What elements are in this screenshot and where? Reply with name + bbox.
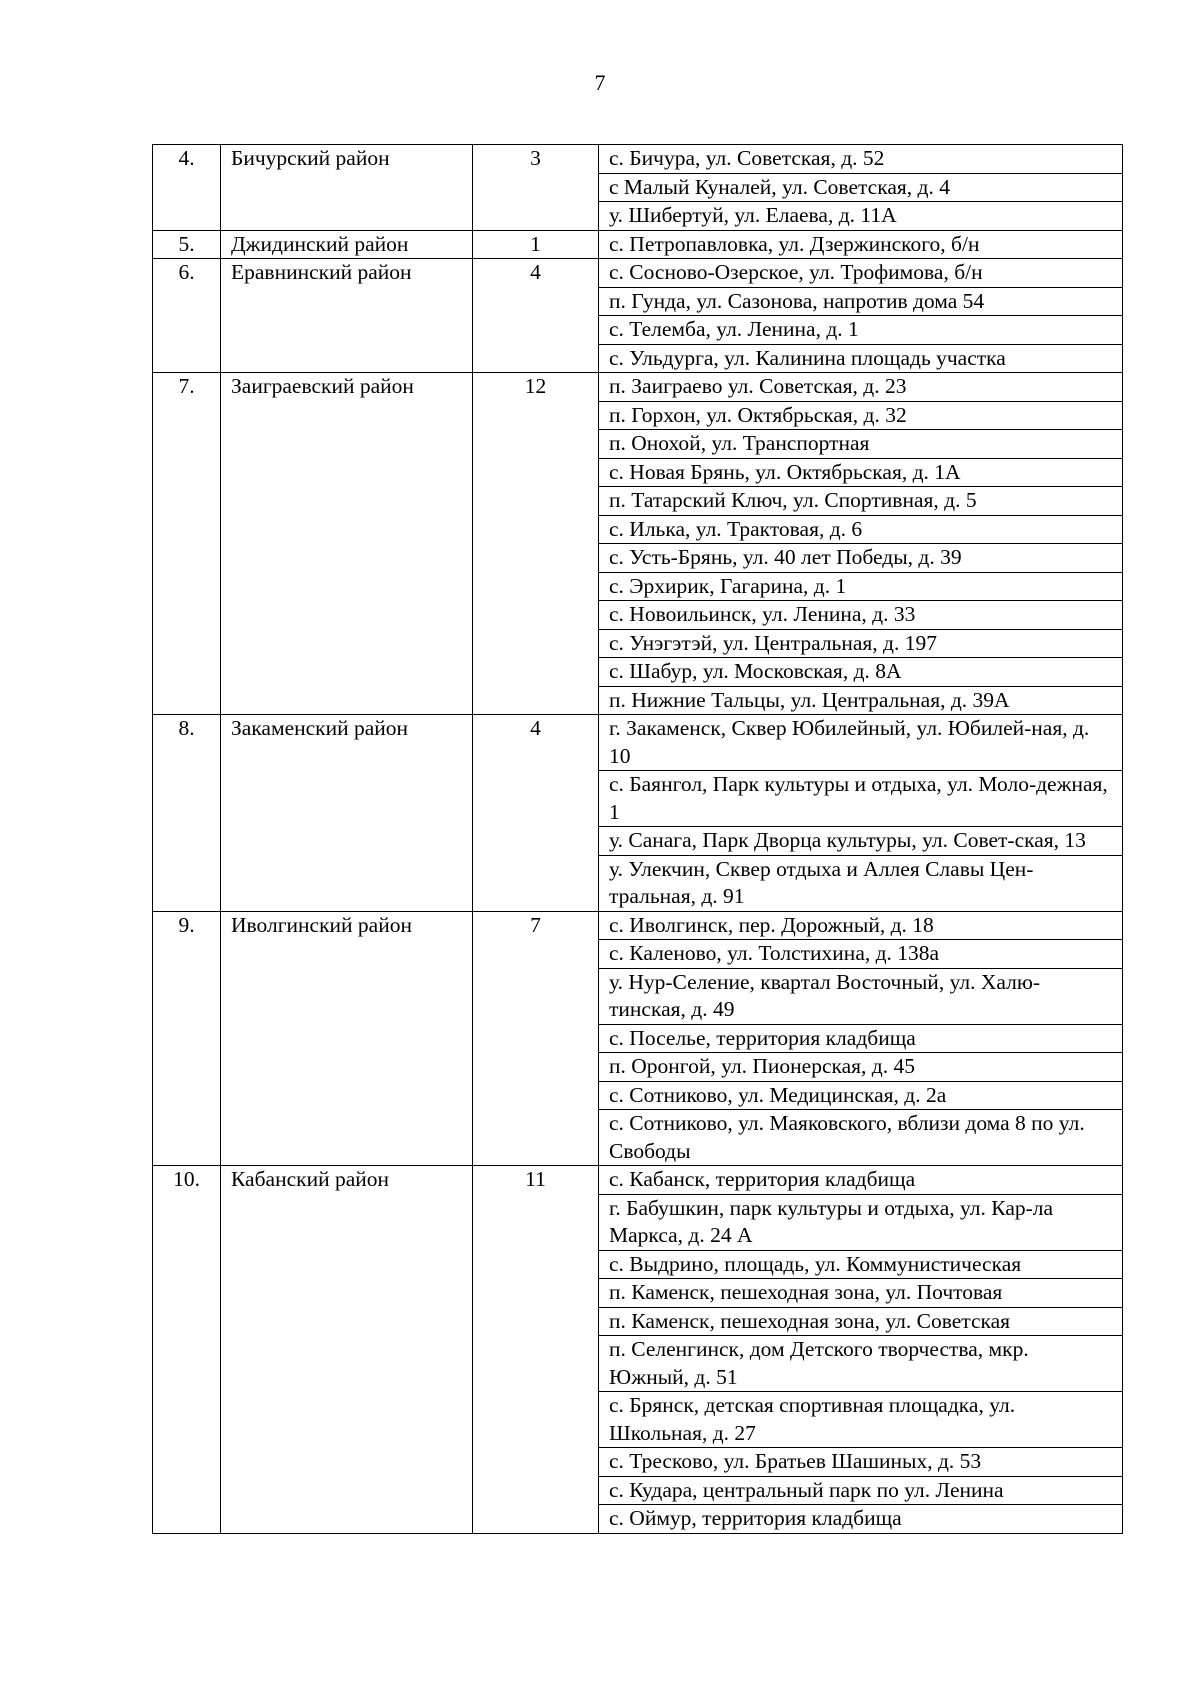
location-address: у. Санага, Парк Дворца культуры, ул. Совет-ская, 13 xyxy=(599,827,1123,856)
district-number: 6. xyxy=(153,259,221,373)
location-count: 1 xyxy=(473,230,599,259)
location-address: г. Закаменск, Сквер Юбилейный, ул. Юбилей-ная, д. 10 xyxy=(599,715,1123,771)
location-address: п. Каменск, пешеходная зона, ул. Почтовая xyxy=(599,1279,1123,1308)
location-count: 11 xyxy=(473,1166,599,1534)
location-address: с. Унэгэтэй, ул. Центральная, д. 197 xyxy=(599,629,1123,658)
location-address: с. Сотниково, ул. Медицинская, д. 2а xyxy=(599,1081,1123,1110)
location-address: п. Селенгинск, дом Детского творчества, мкр. Южный, д. 51 xyxy=(599,1336,1123,1392)
location-address: п. Заиграево ул. Советская, д. 23 xyxy=(599,373,1123,402)
district-name: Бичурский район xyxy=(221,145,473,231)
location-address: п. Татарский Ключ, ул. Спортивная, д. 5 xyxy=(599,487,1123,516)
table-row xyxy=(153,373,1123,402)
location-count: 4 xyxy=(473,259,599,373)
district-number: 5. xyxy=(153,230,221,259)
district-name: Закаменский район xyxy=(221,715,473,912)
location-address: с. Кабанск, территория кладбища xyxy=(599,1166,1123,1195)
location-address: п. Гунда, ул. Сазонова, напротив дома 54 xyxy=(599,287,1123,316)
location-address: с. Шабур, ул. Московская, д. 8А xyxy=(599,658,1123,687)
page-number: 7 xyxy=(594,70,606,95)
location-address: г. Бабушкин, парк культуры и отдыха, ул. Кар-ла Маркса, д. 24 А xyxy=(599,1194,1123,1250)
location-address: п. Нижние Тальцы, ул. Центральная, д. 39А xyxy=(599,686,1123,715)
location-address: с. Эрхирик, Гагарина, д. 1 xyxy=(599,572,1123,601)
location-address: с. Брянск, детская спортивная площадка, ул. Школьная, д. 27 xyxy=(599,1392,1123,1448)
districts-table xyxy=(152,144,1123,1534)
table-row xyxy=(153,715,1123,771)
location-address: с. Оймур, территория кладбища xyxy=(599,1505,1123,1534)
location-address: п. Оронгой, ул. Пионерская, д. 45 xyxy=(599,1053,1123,1082)
location-address: с. Петропавловка, ул. Дзержинского, б/н xyxy=(599,230,1123,259)
district-name: Кабанский район xyxy=(221,1166,473,1534)
location-count: 4 xyxy=(473,715,599,912)
table-row xyxy=(153,259,1123,288)
location-address: с. Новая Брянь, ул. Октябрьская, д. 1А xyxy=(599,458,1123,487)
location-address: с. Баянгол, Парк культуры и отдыха, ул. Моло-дежная, 1 xyxy=(599,771,1123,827)
location-address: с. Телемба, ул. Ленина, д. 1 xyxy=(599,316,1123,345)
location-address: с. Новоильинск, ул. Ленина, д. 33 xyxy=(599,601,1123,630)
location-address: с. Поселье, территория кладбища xyxy=(599,1024,1123,1053)
location-address: у. Улекчин, Сквер отдыха и Аллея Славы Цен-тральная, д. 91 xyxy=(599,855,1123,911)
table-row xyxy=(153,145,1123,174)
district-name: Заиграевский район xyxy=(221,373,473,715)
location-address: с. Илька, ул. Трактовая, д. 6 xyxy=(599,515,1123,544)
location-address: с. Ульдурга, ул. Калинина площадь участка xyxy=(599,344,1123,373)
location-address: с. Выдрино, площадь, ул. Коммунистическая xyxy=(599,1250,1123,1279)
location-address: п. Каменск, пешеходная зона, ул. Советская xyxy=(599,1307,1123,1336)
district-number: 10. xyxy=(153,1166,221,1534)
location-address: с. Бичура, ул. Советская, д. 52 xyxy=(599,145,1123,174)
location-address: с. Кудара, центральный парк по ул. Ленина xyxy=(599,1476,1123,1505)
location-address: п. Горхон, ул. Октябрьская, д. 32 xyxy=(599,401,1123,430)
location-address: с. Усть-Брянь, ул. 40 лет Победы, д. 39 xyxy=(599,544,1123,573)
table-row xyxy=(153,1166,1123,1195)
district-number: 7. xyxy=(153,373,221,715)
table-body xyxy=(153,145,1123,1534)
district-name: Джидинский район xyxy=(221,230,473,259)
location-address: п. Онохой, ул. Транспортная xyxy=(599,430,1123,459)
location-address: у. Шибертуй, ул. Елаева, д. 11А xyxy=(599,202,1123,231)
table-row xyxy=(153,230,1123,259)
location-address: с. Тресково, ул. Братьев Шашиных, д. 53 xyxy=(599,1448,1123,1477)
location-address: с. Каленово, ул. Толстихина, д. 138а xyxy=(599,940,1123,969)
district-number: 8. xyxy=(153,715,221,912)
table-row xyxy=(153,911,1123,940)
district-name: Еравнинский район xyxy=(221,259,473,373)
location-address: с. Сотниково, ул. Маяковского, вблизи дома 8 по ул. Свободы xyxy=(599,1110,1123,1166)
location-count: 7 xyxy=(473,911,599,1166)
location-address: с. Сосново-Озерское, ул. Трофимова, б/н xyxy=(599,259,1123,288)
location-address: с Малый Куналей, ул. Советская, д. 4 xyxy=(599,173,1123,202)
district-number: 4. xyxy=(153,145,221,231)
location-count: 3 xyxy=(473,145,599,231)
district-number: 9. xyxy=(153,911,221,1166)
location-count: 12 xyxy=(473,373,599,715)
location-address: у. Нур-Селение, квартал Восточный, ул. Халю-тинская, д. 49 xyxy=(599,968,1123,1024)
location-address: с. Иволгинск, пер. Дорожный, д. 18 xyxy=(599,911,1123,940)
district-name: Иволгинский район xyxy=(221,911,473,1166)
